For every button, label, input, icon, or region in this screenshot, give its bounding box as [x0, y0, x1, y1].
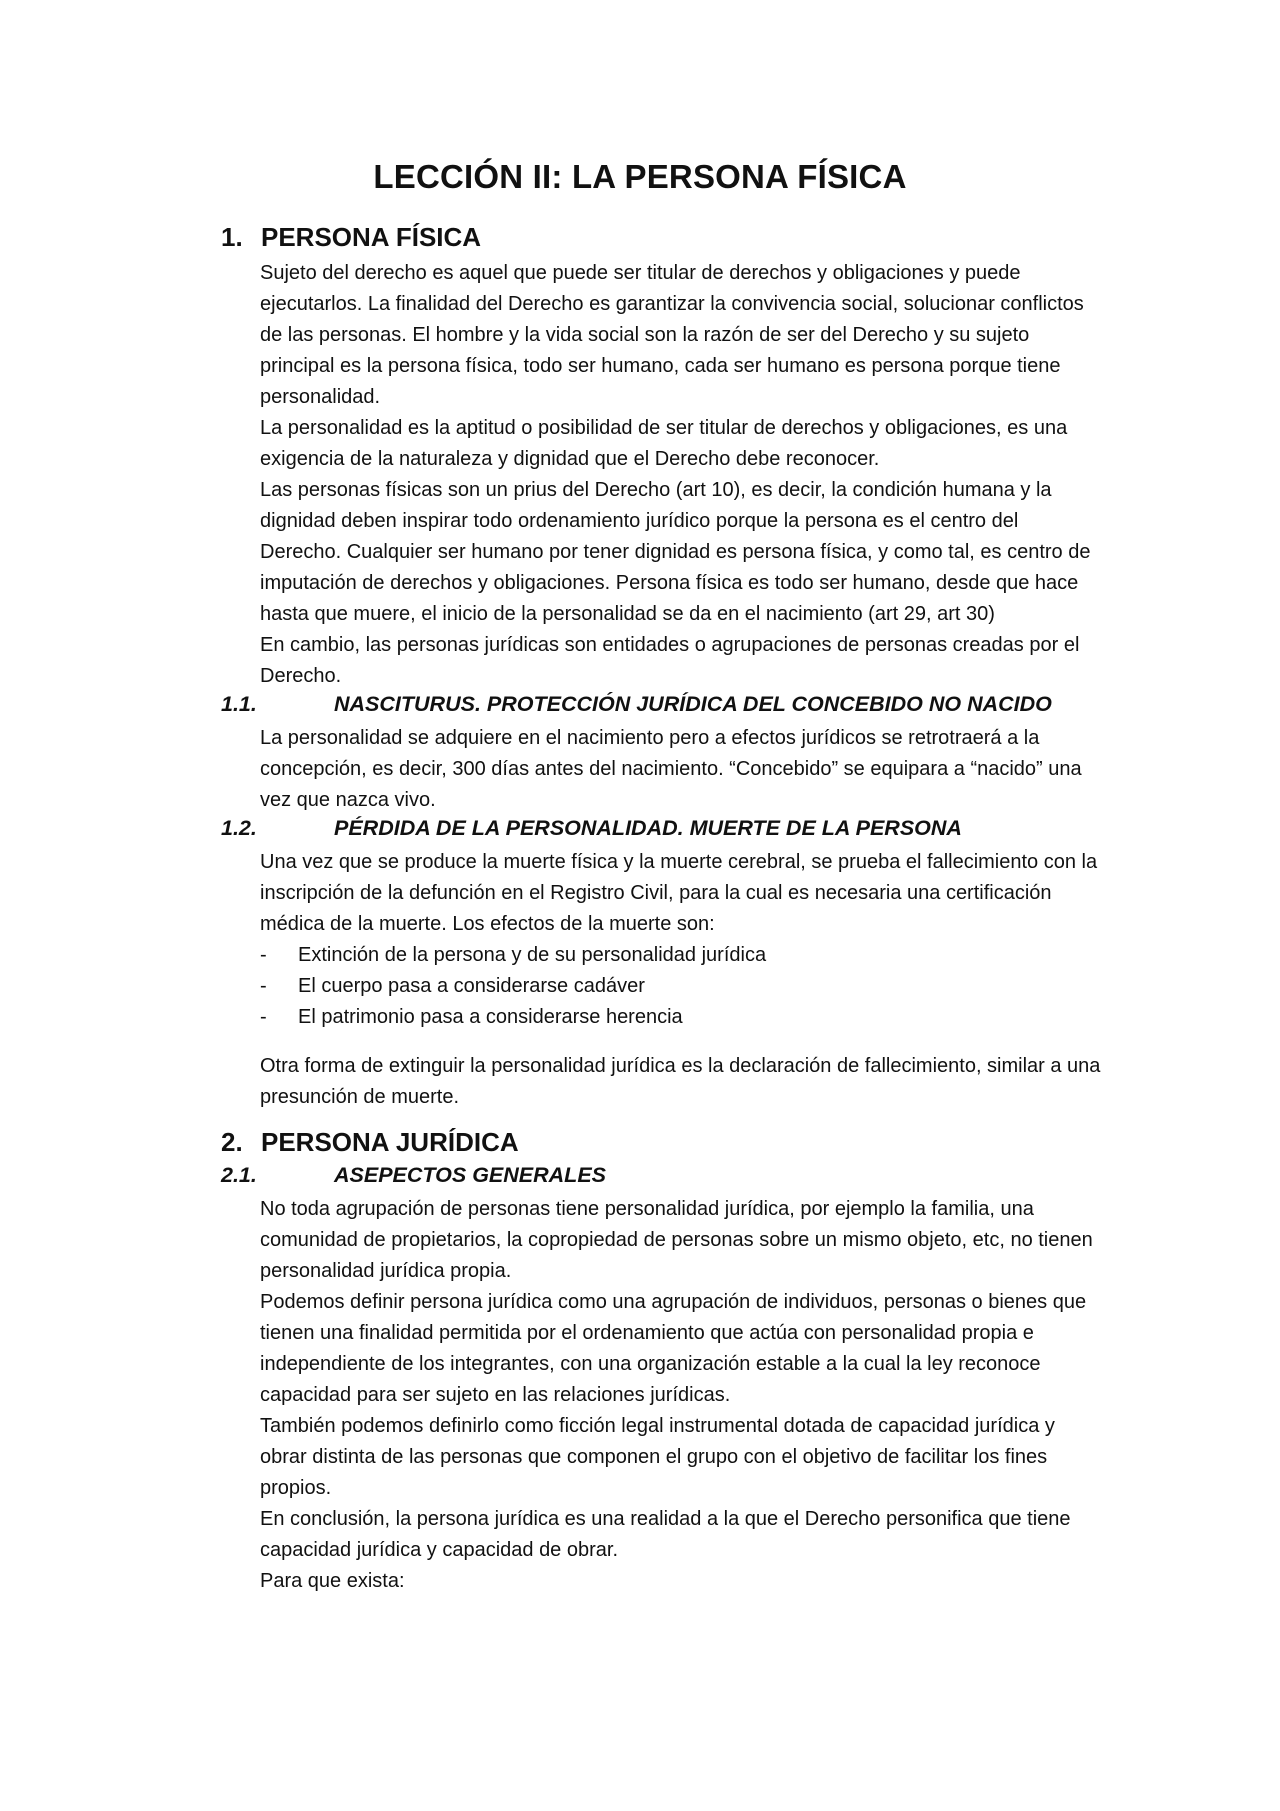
list-item-text: El cuerpo pasa a considerarse cadáver [298, 975, 645, 997]
bullet-dash: - [260, 975, 267, 997]
section-title: PERSONA JURÍDICA [261, 1127, 519, 1157]
paragraph: No toda agrupación de personas tiene personalidad jurídica, por ejemplo la familia, una comunidad de propietarios, la copropiedad de personas sobre un mismo objeto, etc, no tienen personalidad jurídica propia. [260, 1198, 1093, 1282]
section-number: 1. [221, 222, 243, 252]
subsection-heading-1-1 [221, 692, 1101, 723]
paragraph: Podemos definir persona jurídica como una agrupación de individuos, personas o bienes que tienen una finalidad permitida por el ordenamiento que actúa con personalidad propia e independiente de los integrantes, con una organización estable a la cual la ley reconoce capacidad para ser sujeto en las relaciones jurídicas. [260, 1291, 1087, 1406]
paragraph: La personalidad es la aptitud o posibilidad de ser titular de derechos y obligaciones, es una exigencia de la naturaleza y dignidad que el Derecho debe reconocer. [260, 417, 1068, 470]
subsection-1-2-body [260, 847, 1101, 1113]
paragraph: Sujeto del derecho es aquel que puede ser titular de derechos y obligaciones y puede ejecutarlos. La finalidad del Derecho es garantizar la convivencia social, solucionar conflictos de las personas. El hombre y la vida social son la razón de ser del Derecho y su sujeto principal es la persona física, todo ser humano, cada ser humano es persona porque tiene personalidad. [260, 262, 1084, 408]
paragraph: También podemos definirlo como ficción legal instrumental dotada de capacidad jurídica y obrar distinta de las personas que componen el grupo con el objetivo de facilitar los fines propios. [260, 1415, 1055, 1499]
subsection-title: PÉRDIDA DE LA PERSONALIDAD. MUERTE DE LA PERSONA [334, 816, 962, 840]
list-item-text: Extinción de la persona y de su personalidad jurídica [298, 944, 767, 966]
list-item-text: El patrimonio pasa a considerarse herencia [298, 1006, 683, 1028]
subsection-2-1-body [260, 1194, 1101, 1597]
list-item [260, 1002, 1101, 1033]
section-title: PERSONA FÍSICA [261, 222, 482, 252]
paragraph: Las personas físicas son un prius del Derecho (art 10), es decir, la condición humana y la dignidad deben inspirar todo ordenamiento jurídico porque la persona es el centro del Derecho. Cualquier ser humano por tener dignidad es persona física, y como tal, es centro de imputación de derechos y obligaciones. Persona física es todo ser humano, desde que hace hasta que muere, el inicio de la personalidad se da en el nacimiento (art 29, art 30) [260, 479, 1091, 625]
subsection-number: 1.1. [221, 692, 257, 716]
effects-list [260, 940, 1101, 1033]
list-item [260, 971, 1101, 1002]
paragraph: En cambio, las personas jurídicas son entidades o agrupaciones de personas creadas por el Derecho. [260, 634, 1080, 687]
section-heading-1 [221, 222, 1101, 258]
subsection-1-1-body [260, 723, 1101, 816]
subsection-number: 1.2. [221, 816, 257, 840]
paragraph: En conclusión, la persona jurídica es una realidad a la que el Derecho personifica que tiene capacidad jurídica y capacidad de obrar. [260, 1508, 1071, 1561]
section-number: 2. [221, 1127, 243, 1157]
subsection-title: ASEPECTOS GENERALES [334, 1163, 606, 1187]
spacer [221, 1113, 1101, 1127]
section-heading-2 [221, 1127, 1101, 1163]
subsection-number: 2.1. [221, 1163, 257, 1187]
subsection-title: NASCITURUS. PROTECCIÓN JURÍDICA DEL CONCEBIDO NO NACIDO [334, 692, 1052, 716]
section-1-body [260, 258, 1101, 692]
subsection-heading-1-2 [221, 816, 1101, 847]
paragraph: Para que exista: [260, 1570, 405, 1592]
paragraph: Otra forma de extinguir la personalidad jurídica es la declaración de fallecimiento, similar a una presunción de muerte. [260, 1055, 1101, 1108]
paragraph: La personalidad se adquiere en el nacimiento pero a efectos jurídicos se retrotraerá a la concepción, es decir, 300 días antes del nacimiento. “Concebido” se equipara a “nacido” una vez que nazca vivo. [260, 727, 1082, 811]
subsection-heading-2-1 [221, 1163, 1101, 1194]
spacer [260, 1033, 1101, 1051]
bullet-dash: - [260, 1006, 267, 1028]
list-item [260, 940, 1101, 971]
page-title: LECCIÓN II: LA PERSONA FÍSICA [373, 158, 907, 195]
bullet-dash: - [260, 944, 267, 966]
document-content [221, 222, 1101, 1597]
paragraph: Una vez que se produce la muerte física y la muerte cerebral, se prueba el fallecimiento con la inscripción de la defunción en el Registro Civil, para la cual es necesaria una certificación médica de la muerte. Los efectos de la muerte son: [260, 851, 1098, 935]
